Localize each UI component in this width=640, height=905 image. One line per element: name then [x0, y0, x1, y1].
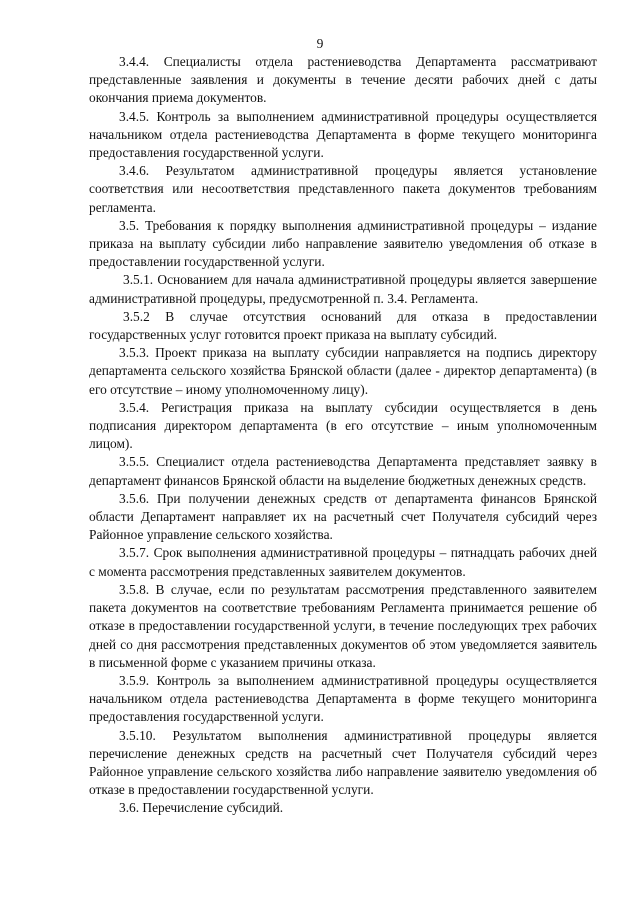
paragraph-3-5: 3.5. Требования к порядку выполнения административной процедуры – издание приказа на выплату субсидии либо направление заявителю уведомления об отказе в предоставлении государственной услуги. [89, 217, 597, 270]
paragraph-3-6: 3.6. Перечисление субсидий. [119, 800, 284, 816]
paragraph-3-5-6: 3.5.6. При получении денежных средств от департамента финансов Брянской области Департамент направляет их на расчетный счет Получателя субсидий через Районное управление сельского хозяйства. [89, 490, 597, 543]
document-body [89, 53, 597, 818]
paragraph-3-5-3: 3.5.3. Проект приказа на выплату субсидии направляется на подпись директору департамента сельского хозяйства Брянской области (далее - директор департамента) (в его отсутствие – иному уполномоченному лицу). [89, 345, 597, 397]
paragraph-3-4-5: 3.4.5. Контроль за выполнением административной процедуры осуществляется начальником отдела растениеводства Департамента в форме текущего мониторинга предоставления государственной услуги. [89, 108, 597, 161]
paragraph-3-5-9: 3.5.9. Контроль за выполнением административной процедуры осуществляется начальником отдела растениеводства Департамента в форме текущего мониторинга предоставления государственной услуги. [89, 672, 597, 725]
paragraph-3-5-7: 3.5.7. Срок выполнения административной процедуры – пятнадцать рабочих дней с момента рассмотрения представленных заявителем документов. [89, 545, 597, 579]
paragraph-3-5-4: 3.5.4. Регистрация приказа на выплату субсидии осуществляется в день подписания директором департамента (в его отсутствие – иным уполномоченным лицом). [89, 399, 597, 452]
paragraph-3-4-4: 3.4.4. Специалисты отдела растениеводства Департамента рассматривают представленные заявления и документы в течение десяти рабочих дней с даты окончания приема документов. [89, 54, 597, 106]
paragraph-3-5-10: 3.5.10. Результатом выполнения административной процедуры является перечисление денежных средств на расчетный счет Получателя субсидий через Районное управление сельского хозяйства либо направление заявителю уведомления об отказе в предоставлении государственной услуги. [89, 727, 597, 798]
paragraph-3-5-1: 3.5.1. Основанием для начала административной процедуры является завершение административной процедуры, предусмотренной п. 3.4. Регламента. [89, 272, 597, 306]
page-number: 9 [316, 36, 324, 51]
paragraph-3-5-5: 3.5.5. Специалист отдела растениеводства Департамента представляет заявку в департамент финансов Брянской области на выделение бюджетных денежных средств. [89, 454, 597, 488]
paragraph-3-4-6: 3.4.6. Результатом административной процедуры является установление соответствия или несоответствия представленного пакета документов требованиям регламента. [89, 163, 597, 215]
paragraph-3-5-2: 3.5.2 В случае отсутствия оснований для отказа в предоставлении государственных услуг готовится проект приказа на выплату субсидий. [89, 308, 597, 343]
paragraph-3-5-8: 3.5.8. В случае, если по результатам рассмотрения представленного заявителем пакета документов на соответствие требованиям Регламента принимается решение об отказе в предоставлении государственной услуги, в течение последующих трех рабочих дней со дня рассмотрения представленных документов об этом уведомляется заявитель в письменной форме с указанием причины отказа. [89, 581, 597, 670]
